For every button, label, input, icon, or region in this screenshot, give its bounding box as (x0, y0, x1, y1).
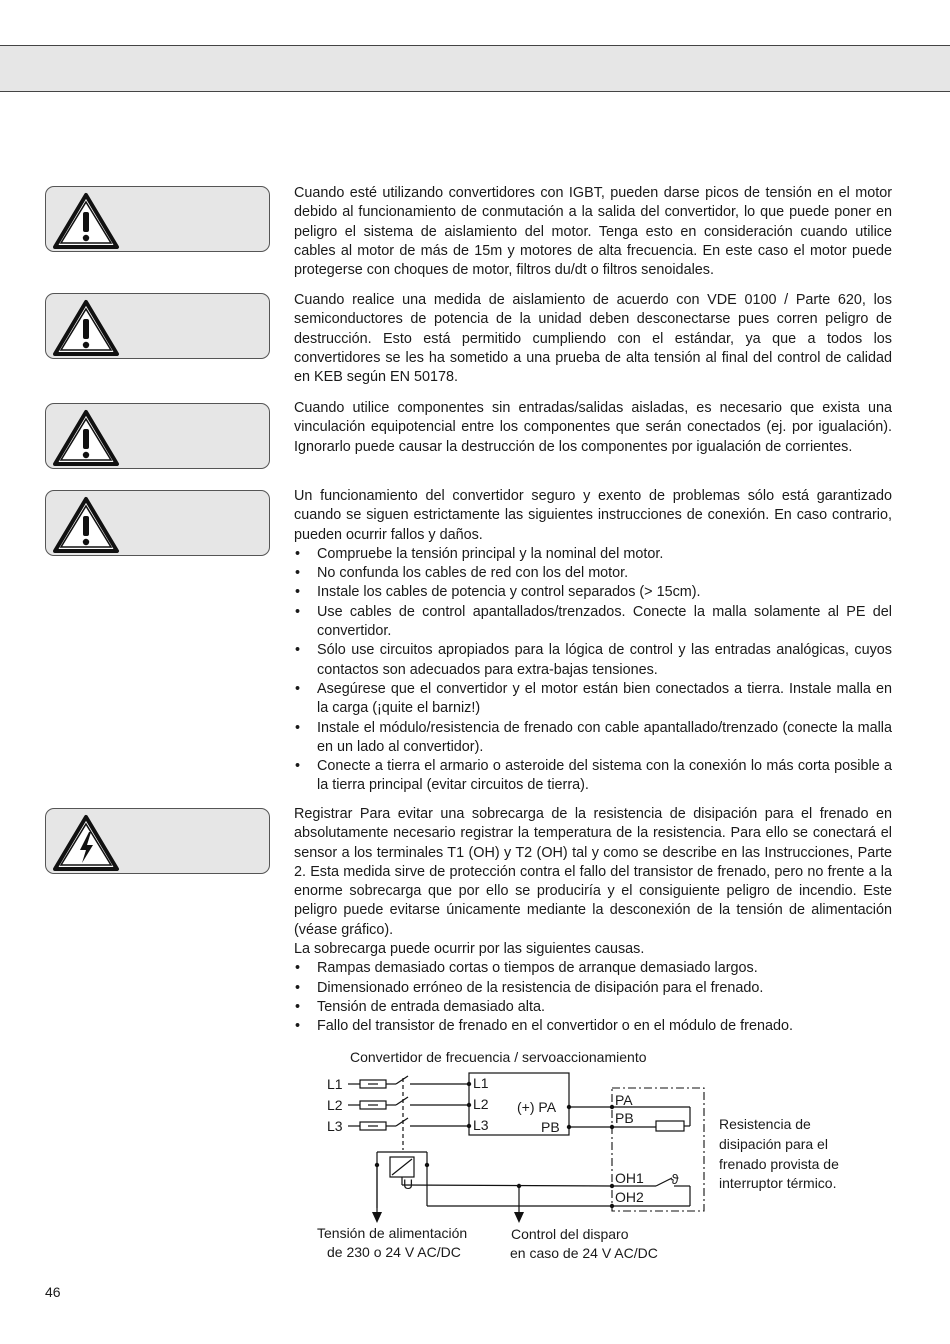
warning-text-5 (294, 805, 892, 1037)
warning-text-1 (294, 184, 892, 280)
paragraph: Cuando esté utilizando convertidores con IGBT, pueden darse picos de tensión en el motor debido al funcionamiento de conmutación a la salida del convertidor, lo que puede poner en peligro el sistema de aislamiento del motor. Tenga esto en consideración cuando utilice cables al motor de más de 15m y motores de alta frecuencia. En este caso el motor puede protegerse con choques de motor, filtros du/dt o filtros senoidales. (294, 185, 892, 279)
pb-label: PB (541, 1119, 560, 1135)
input-label: L2 (473, 1096, 489, 1112)
list-item: • Dimensionado erróneo de la resistencia de disipación para el frenado. (294, 979, 892, 998)
high-voltage-icon (51, 813, 121, 873)
warning-triangle-icon (51, 191, 121, 251)
fuses (348, 1080, 386, 1130)
list-item: • Instale el módulo/resistencia de frenado con cable apantallado/trenzado (conecte la malla en un lado al convertidor). (294, 719, 892, 758)
line-label: L2 (327, 1097, 343, 1113)
supply-arrow-icon (372, 1212, 382, 1223)
paragraph: Un funcionamiento del convertidor seguro y exento de problemas sólo está garantizado cuando se siguen estrictamente las siguientes instrucciones de conexión. En caso contrario, pueden ocurrir fallos y daños. (294, 488, 892, 543)
resistor-pa-label: PA (615, 1092, 633, 1108)
oh1-label: OH1 (615, 1170, 644, 1186)
wiring-diagram (300, 1040, 900, 1275)
resistor-caption: disipación para el (719, 1136, 828, 1152)
oh2-label: OH2 (615, 1189, 644, 1205)
input-label: L1 (473, 1075, 489, 1091)
supply-caption: Tensión de alimentación (317, 1225, 468, 1241)
list-item: • Use cables de control apantallados/trenzados. Conecte la malla solamente al PE del convertidor. (294, 603, 892, 642)
warning-box-3 (45, 403, 270, 469)
resistor-caption: interruptor térmico. (719, 1175, 837, 1191)
list-item: • Rampas demasiado cortas o tiempos de arranque demasiado largos. (294, 959, 892, 978)
paragraph: La sobrecarga puede ocurrir por las siguientes causas. (294, 941, 645, 958)
supply-caption: de 230 o 24 V AC/DC (327, 1244, 461, 1260)
control-caption: en caso de 24 V AC/DC (510, 1245, 658, 1261)
paragraph: Registrar Para evitar una sobrecarga de la resistencia de disipación para el frenado en absolutamente necesario registrar la temperatura de la resistencia. Para ello se conectará el sensor a los terminales T1 (OH) y T2 (OH) tal y como se describe en las Instrucciones, Parte 2. Esta medida sirve de protección contra el fallo del transistor de frenado, pero no frente a la enorme sobrecarga que por ello se produciría y el consiguiente peligro de incendio. Este peligro puede evitarse únicamente mediante la desconexión de la tensión de alimentación (véase gráfico). (294, 806, 892, 938)
line-label: L3 (327, 1118, 343, 1134)
warning-box-4 (45, 490, 270, 556)
warning-text-4 (294, 487, 892, 796)
warning-triangle-icon (51, 495, 121, 555)
warning-triangle-icon (51, 408, 121, 468)
control-caption: Control del disparo (511, 1226, 629, 1242)
list-item: • No confunda los cables de red con los del motor. (294, 564, 892, 583)
list-item: • Fallo del transistor de frenado en el convertidor o en el módulo de frenado. (294, 1017, 892, 1036)
warning-text-2 (294, 291, 892, 387)
warning-box-2 (45, 293, 270, 359)
thermal-symbol: ϑ (671, 1171, 679, 1187)
diagram-title: Convertidor de frecuencia / servoaccionamiento (350, 1049, 647, 1065)
control-arrow-icon (514, 1212, 524, 1223)
pa-label: (+) PA (517, 1099, 557, 1115)
list-item: • Conecte a tierra el armario o asteroide del sistema con la conexión lo más corta posible a la tierra principal (evitar circuitos de tierra). (294, 757, 892, 796)
contactor (386, 1076, 468, 1150)
warning-box-1 (45, 186, 270, 252)
relay-label: U (403, 1176, 414, 1192)
list-item: • Asegúrese que el convertidor y el motor están bien conectados a tierra. Instale malla en la carga (¡quite el barniz!) (294, 680, 892, 719)
warning-text-3 (294, 399, 892, 457)
warning-box-5 (45, 808, 270, 874)
list-item: • Compruebe la tensión principal y la nominal del motor. (294, 545, 892, 564)
list-item: • Sólo use circuitos apropiados para la lógica de control y las entradas analógicas, cuyos contactos son adecuados para extra-bajas tensiones. (294, 641, 892, 680)
arrows (372, 1212, 524, 1223)
input-label: L3 (473, 1117, 489, 1133)
paragraph: Cuando realice una medida de aislamiento de acuerdo con VDE 0100 / Parte 620, los semiconductores de potencia de la unidad deben desconectarse pues corren peligro de destrucción. Esto está permitido cumpliendo con el estándar, ya que a todos los convertidores se les ha sometido a una prueba de alta tensión al final del control de calidad en KEB según EN 50178. (294, 292, 892, 386)
resistor-pb-label: PB (615, 1110, 634, 1126)
warning-triangle-icon (51, 298, 121, 358)
resistor-caption: Resistencia de (719, 1116, 811, 1132)
paragraph: Cuando utilice componentes sin entradas/salidas aisladas, es necesario que exista una vinculación equipotencial entre los componentes que serán conectados (ej. por igualación). Ignorarlo puede causar la destrucción de los componentes por igualación de corrientes. (294, 400, 892, 455)
line-label: L1 (327, 1076, 343, 1092)
page-number: 46 (45, 1284, 61, 1300)
list-item: • Tensión de entrada demasiado alta. (294, 998, 892, 1017)
resistor-caption: frenado provista de (719, 1156, 839, 1172)
header-band (0, 45, 950, 92)
list-item: • Instale los cables de potencia y control separados (> 15cm). (294, 583, 892, 602)
